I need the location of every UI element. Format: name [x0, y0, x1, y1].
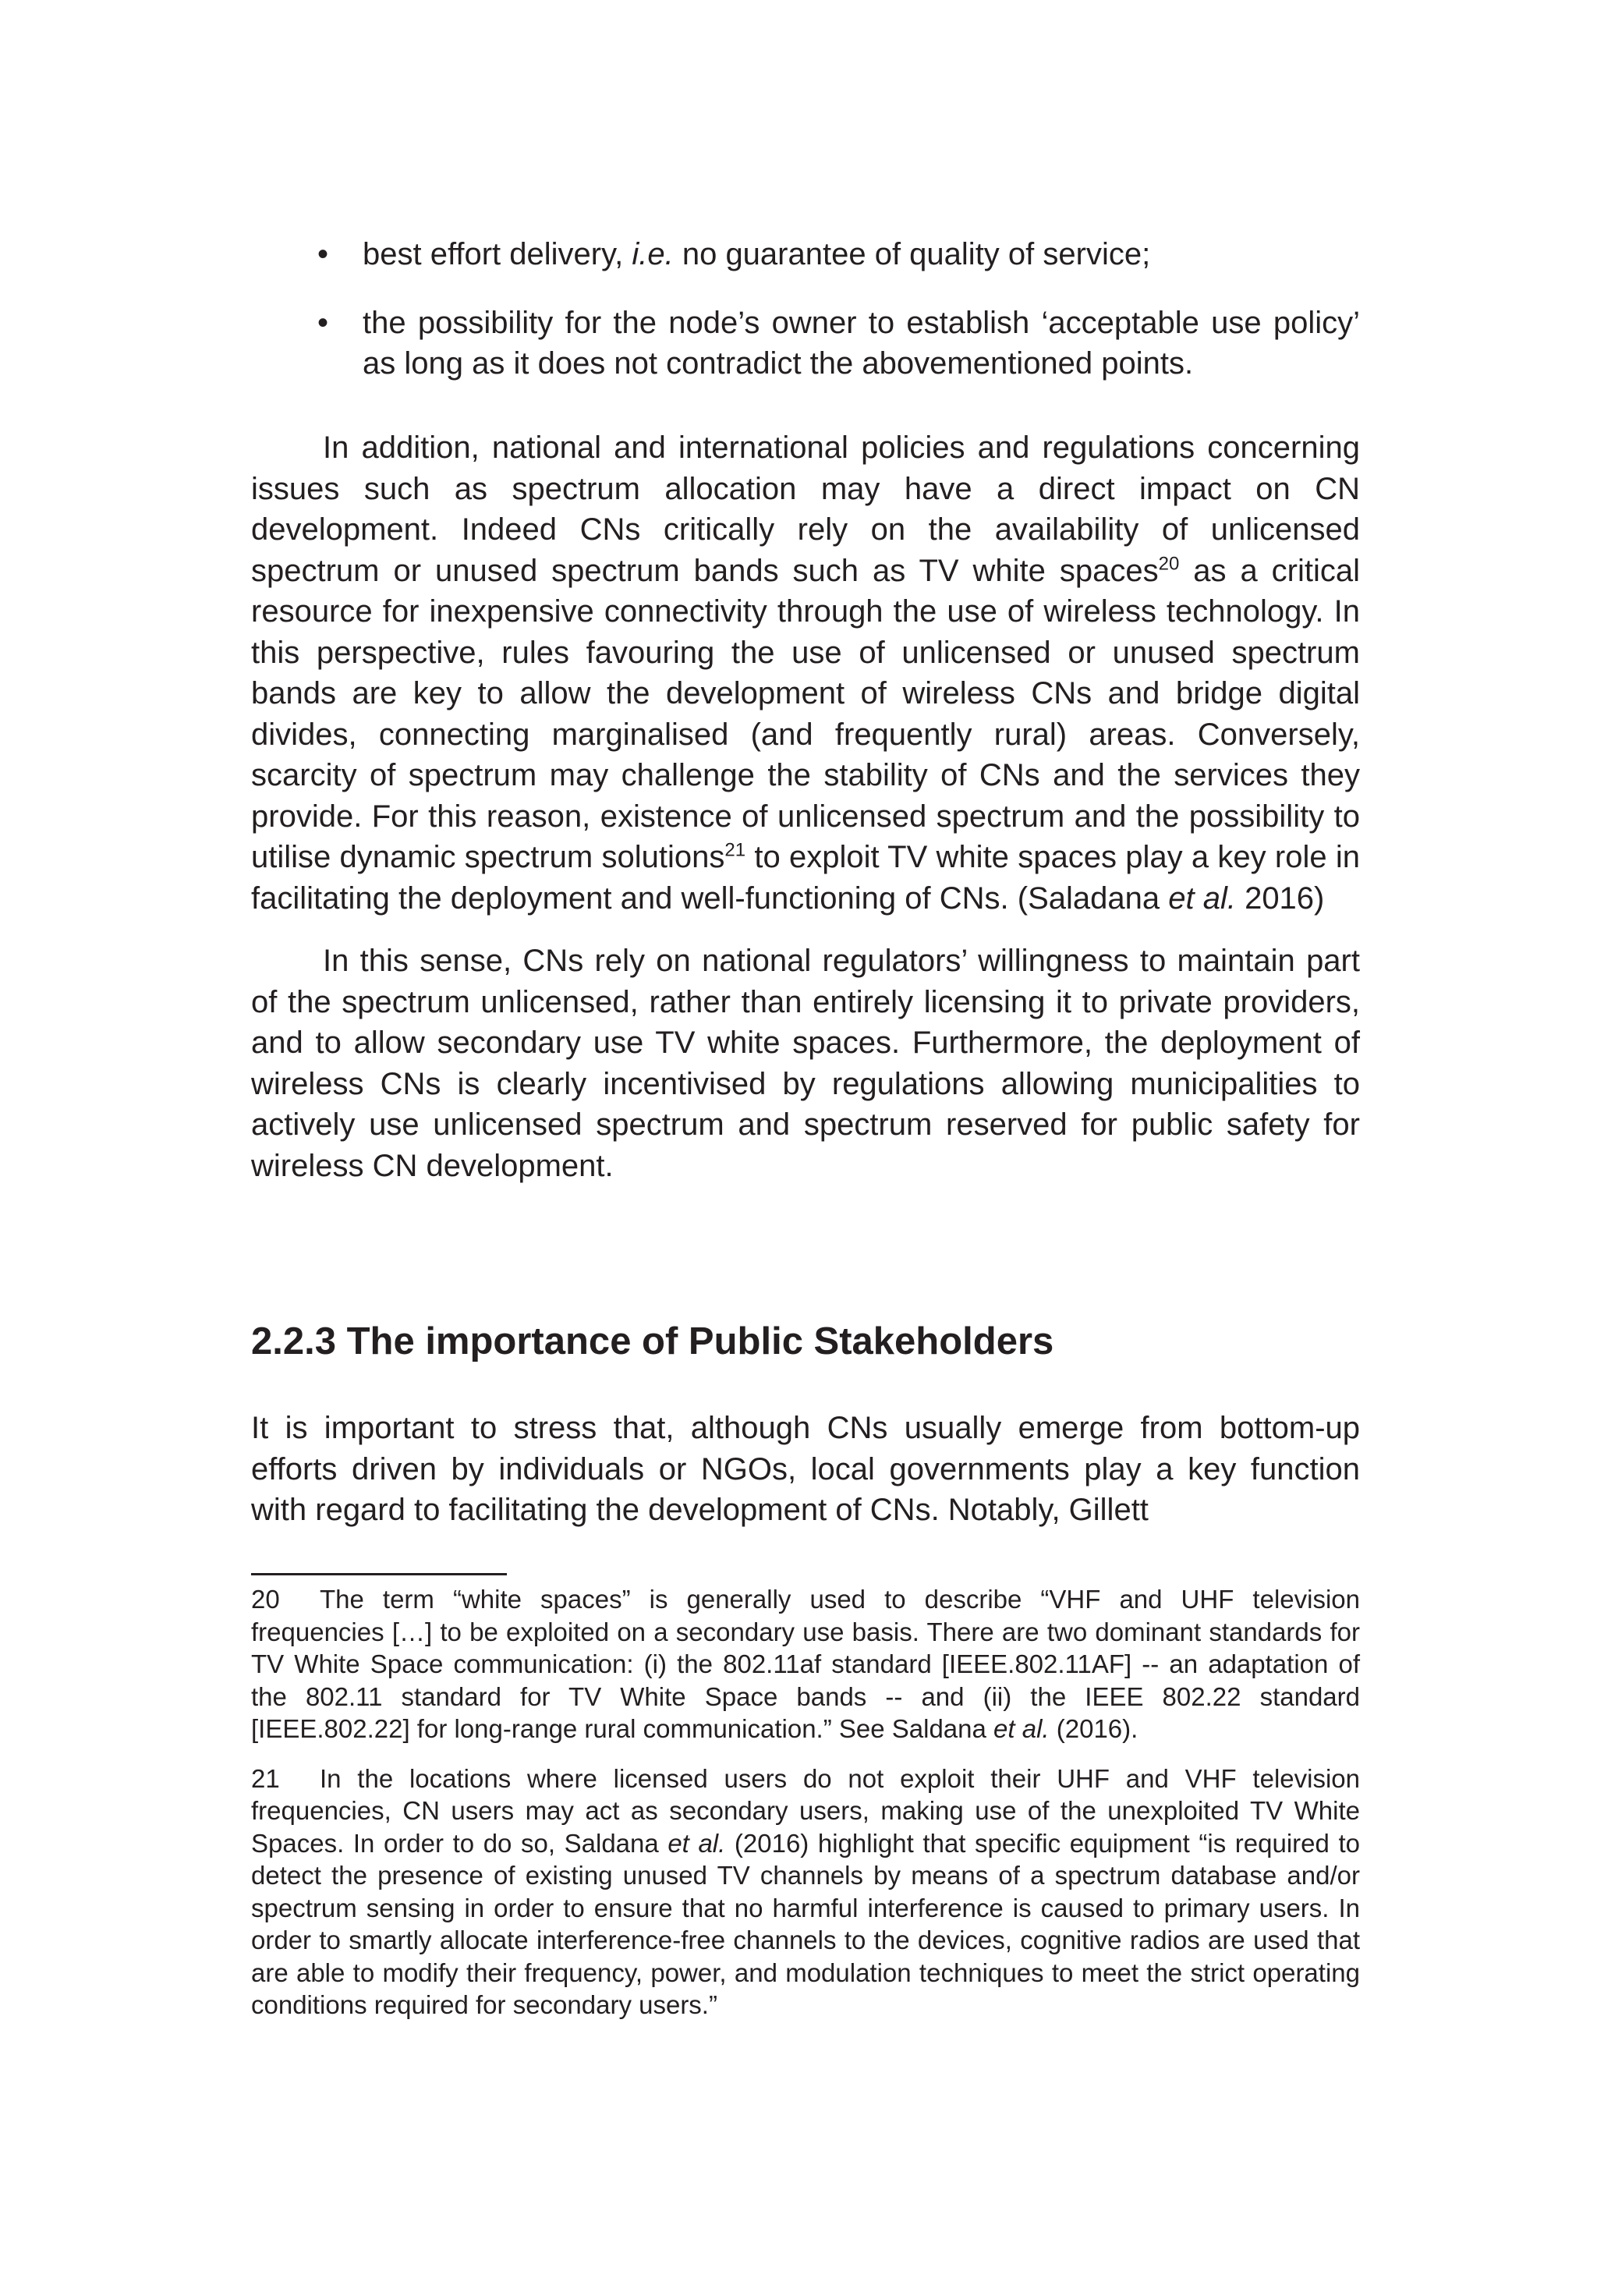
paragraph-spectrum-policy: In addition, national and international policies and regulations concerning issues such as spectrum allocation may have a direct impact on CN development. Indeed CNs critically rely on the availability of unlicensed spectrum or unused spectrum bands such as TV white spaces$^{20}$ as a critical resource for inexpensive connectivity through the use of wireless technology. In this perspective, rules favouring the use of unlicensed or unused spectrum bands are key to allow the development of wireless CNs and bridge digital divides, connecting marginalised (and frequently rural) areas. Conversely, scarcity of spectrum may challenge the stability of CNs and the services they provide. For this reason, existence of unlicensed spectrum and the possibility to utilise dynamic spectrum solutions$^{21}$ to exploit TV white spaces play a key role in facilitating the deployment and well-functioning of CNs. (Saladana et al. 2016): [251, 430, 1361, 916]
footnote-ref-20[interactable]: 20: [1158, 553, 1180, 575]
footnote-number: 21: [251, 1763, 280, 1793]
footnote-21: 21 In the locations where licensed users do not exploit their UHF and VHF television frequencies, CN users may act as secondary users, making use of the unexploited TV White Spaces. In order to do so, Saldana et al. (2016) highlight that specific equipment “is required to detect the presence of existing unused TV channels by means of a spectrum database and/or spectrum sensing in order to ensure that no harmful interference is caused to primary users. In order to smartly allocate interference-free channels to the devices, cognitive radios are used that are able to modify their frequency, power, and modulation techniques to meet the strict operating conditions required for secondary users.”: [251, 1763, 1360, 2019]
footnote-ref-21[interactable]: 21: [724, 839, 746, 861]
bullet-dot-icon: •: [317, 237, 329, 271]
bullet-list: [251, 234, 1360, 412]
bullet-dot-icon: •: [317, 306, 329, 340]
bullet-item: • best effort delivery, i.e. no guarantee of quality of service;: [251, 234, 1360, 275]
paragraph-public-stakeholders: It is important to stress that, although CNs usually emerge from bottom-up efforts driven by individuals or NGOs, local governments play a key function with regard to facilitating the development of CNs. Notably, Gillett: [251, 1411, 1360, 1527]
section-body: [251, 1408, 1360, 1553]
footnote-number: 20: [251, 1585, 280, 1614]
paragraph-regulators: In this sense, CNs rely on national regulators’ willingness to maintain part of the spectrum unlicensed, rather than entirely licensing it to private providers, and to allow secondary use TV white spaces. Furthermore, the deployment of wireless CNs is clearly incentivised by regulations allowing municipalities to actively use unlicensed spectrum and spectrum reserved for public safety for wireless CN development.: [251, 944, 1360, 1183]
footnote-20: 20 The term “white spaces” is generally used to describe “VHF and UHF television frequencies […] to be exploited on a secondary use basis. There are two dominant standards for TV White Space communication: (i) the 802.11af standard [IEEE.802.11AF] -- an adaptation of the 802.11 standard for TV White Space bands -- and (ii) the IEEE 802.22 standard [IEEE.802.22] for long-range rural communication.” See Saldana et al. (2016).: [251, 1585, 1360, 1743]
footnote-divider: [251, 1573, 507, 1575]
body-text: [251, 427, 1360, 1208]
bullet-item: • the possibility for the node’s owner to establish ‘acceptable use policy’ as long as it does not contradict the abovementioned points.: [251, 303, 1360, 384]
section-heading: 2.2.3 The importance of Public Stakeholders: [251, 1320, 1054, 1362]
footnotes: [251, 1583, 1360, 2039]
